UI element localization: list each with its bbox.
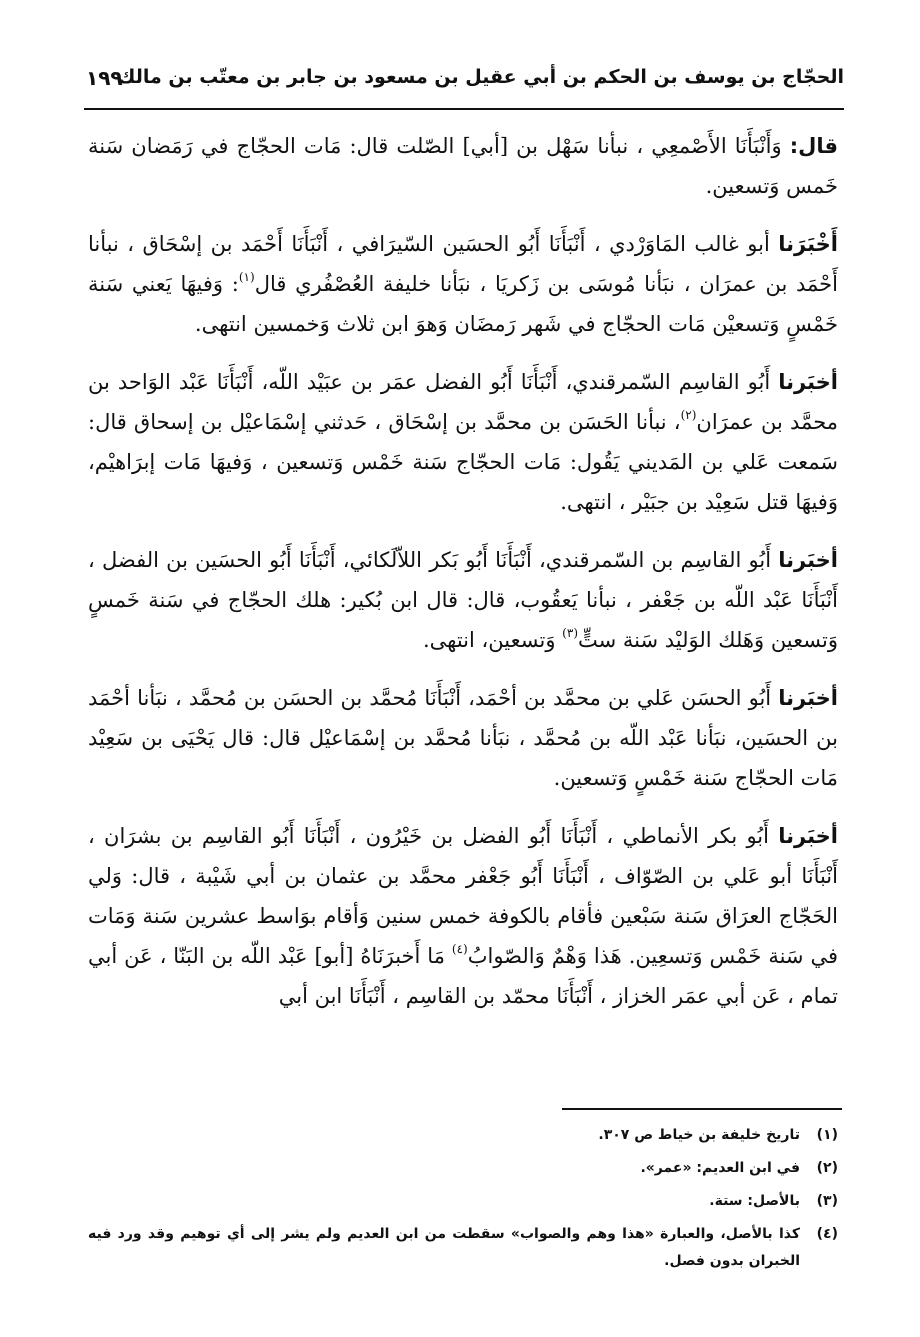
footnote-text: بالأصل: ستة. <box>709 1193 800 1209</box>
paragraph-text: ، نبأنا الحَسَن بن محمَّد بن إسْحَاق ، حَدثني إسْمَاعيْل بن إسحاق قال: سَمعت عَلي بن المَديني يَقُول: مَات الحجّاج سَنة خَمْس وَتسعين ، وَفيهَا مَات إبرَاهيْم، وَفيهَا قتل سَعِيْد بن جبَيْر ، انتهى. <box>88 410 838 514</box>
paragraph-lead: أخبَرنا <box>778 824 838 848</box>
page-header <box>86 62 844 106</box>
footnote-text: في ابن العديم: «عمر». <box>640 1160 800 1176</box>
page-number: ١٩٩ <box>86 66 123 90</box>
footnote-text: تاريخ خليفة بن خياط ص ٣٠٧. <box>598 1127 800 1143</box>
paragraph-text: وَأَنْبَأَنَا الأَصْمعِي ، نبأنا سَهْل بن [أبي] الصّلت قال: مَات الحجّاج في رَمَضان سَنة خَمس وَتسعين. <box>88 134 838 198</box>
paragraph <box>88 816 838 1016</box>
footnote <box>88 1122 838 1149</box>
paragraph-lead: أخبَرنا <box>778 686 838 710</box>
footnotes <box>88 1122 838 1281</box>
paragraph-text: مَا أَخبرَنَاهُ [أبو] عَبْد اللّه بن البَنّا ، عَن أبي تمام ، عَن أبي عمَر الخزاز ، أَنْبَأَنَا محمّد بن القاسِم ، أَنْبَأَنَا ابن أبي <box>88 944 838 1008</box>
paragraph <box>88 224 838 344</box>
paragraph-text: أبو غالب المَاوَرْدي ، أَنْبَأَنَا أَبُو الحسَين السّيرَافي ، أَنْبَأَنَا أَحْمَد بن إسْحَاق ، نبأنا أَحْمَد بن عمرَان ، نبَأنا مُوسَى بن زَكريَا ، نبَأنا خليفة العُصْفُري قال <box>88 232 838 296</box>
main-text <box>88 126 838 1034</box>
paragraph-text: أَبُو القاسِم السّمرقندي، أَنْبَأَنَا أَبُو الفضل عمَر بن عبَيْد اللّه، أَنْبَأَنَا عَبْد الوَاحد بن محمَّد بن عمرَان <box>88 370 838 434</box>
paragraph-text: وَتسعين، انتهى. <box>422 628 563 652</box>
footnote-marker: (١) <box>238 270 255 284</box>
paragraph-text: أَبُو القاسِم بن السّمرقندي، أَنْبَأَنَا أَبُو بَكر اللاّلَكائي، أَنْبَأَنَا أَبُو الحسَين بن الفضل ، أَنْبَأَنَا عَبْد اللّه بن جَعْفر ، نبأنا يَعقُوب، قال: قال ابن بُكير: هلك الحجّاج في سَنة خَمسٍ وَتسعين وَهَلك الوَليْد سَنة ستٍّ <box>88 548 838 652</box>
paragraph-text: أَبُو بكر الأنماطي ، أَنْبَأَنَا أَبُو الفضل بن خَيْرُون ، أَنْبَأَنَا أَبُو القاسِم بن بشرَان ، أَنْبَأَنَا أبو عَلي بن الصّوّاف ، أَنْبَأَنَا أَبُو جَعْفر محمَّد بن عثمان بن أبي شَيْبة ، قال: وَلي الحَجّاج العرَاق سَنة سَبْعين فأقام بالكوفة خمس سنين وَأقام بوَاسط عشرين سَنة وَمَات في سَنة خَمْس وَتسعِين. هَذا وَهْمٌ وَالصّوابُ <box>88 824 838 968</box>
paragraph-text: أَبُو الحسَن عَلي بن محمَّد بن أحْمَد، أَنْبَأَنَا مُحمَّد بن الحسَن بن مُحمَّد ، نبَأنا أحْمَد بن الحسَين، نبَأنا عَبْد اللّه بن مُحمَّد ، نبَأنا مُحمَّد بن إسْمَاعيْل قال: قال يَحْيَى بن سَعِيْد مَات الحجّاج سَنة خَمْسٍ وَتسعين. <box>88 686 838 790</box>
footnote-number: (٢) <box>816 1160 838 1176</box>
footnote-marker: (٤) <box>451 942 468 956</box>
footnote <box>88 1188 838 1215</box>
paragraph <box>88 126 838 206</box>
paragraph <box>88 678 838 798</box>
footnote-marker: (٢) <box>680 408 697 422</box>
paragraph <box>88 362 838 522</box>
paragraph-lead: أَخْبَرَنا <box>778 232 838 256</box>
footnote-marker: (٣) <box>562 626 578 640</box>
paragraph-lead: أخبَرنا <box>778 548 838 572</box>
footnote-number: (٣) <box>816 1193 838 1209</box>
paragraph-text: : وَفيهَا يَعني سَنة خَمْسٍ وَتسعيْن مَات الحجّاج في شَهر رَمضَان وَهوَ ابن ثلاث وَخمسين انتهى. <box>88 272 838 336</box>
header-divider <box>84 108 844 110</box>
footnote-number: (٤) <box>816 1226 838 1242</box>
footnote-text: كذا بالأصل، والعبارة «هذا وهم والصواب» سقطت من ابن العديم ولم يشر إلى أي توهيم وقد ورد فيه الخبران بدون فصل. <box>88 1226 800 1269</box>
footnote <box>88 1155 838 1182</box>
footnote <box>88 1221 838 1275</box>
footnote-divider <box>562 1108 842 1110</box>
paragraph <box>88 540 838 660</box>
running-title: الحجّاج بن يوسف بن الحكم بن أبي عقيل بن مسعود بن جابر بن معتّب بن مالك <box>118 66 844 88</box>
paragraph-lead: أخبَرنا <box>778 370 838 394</box>
footnote-number: (١) <box>816 1127 838 1143</box>
paragraph-lead: قال: <box>789 134 838 158</box>
